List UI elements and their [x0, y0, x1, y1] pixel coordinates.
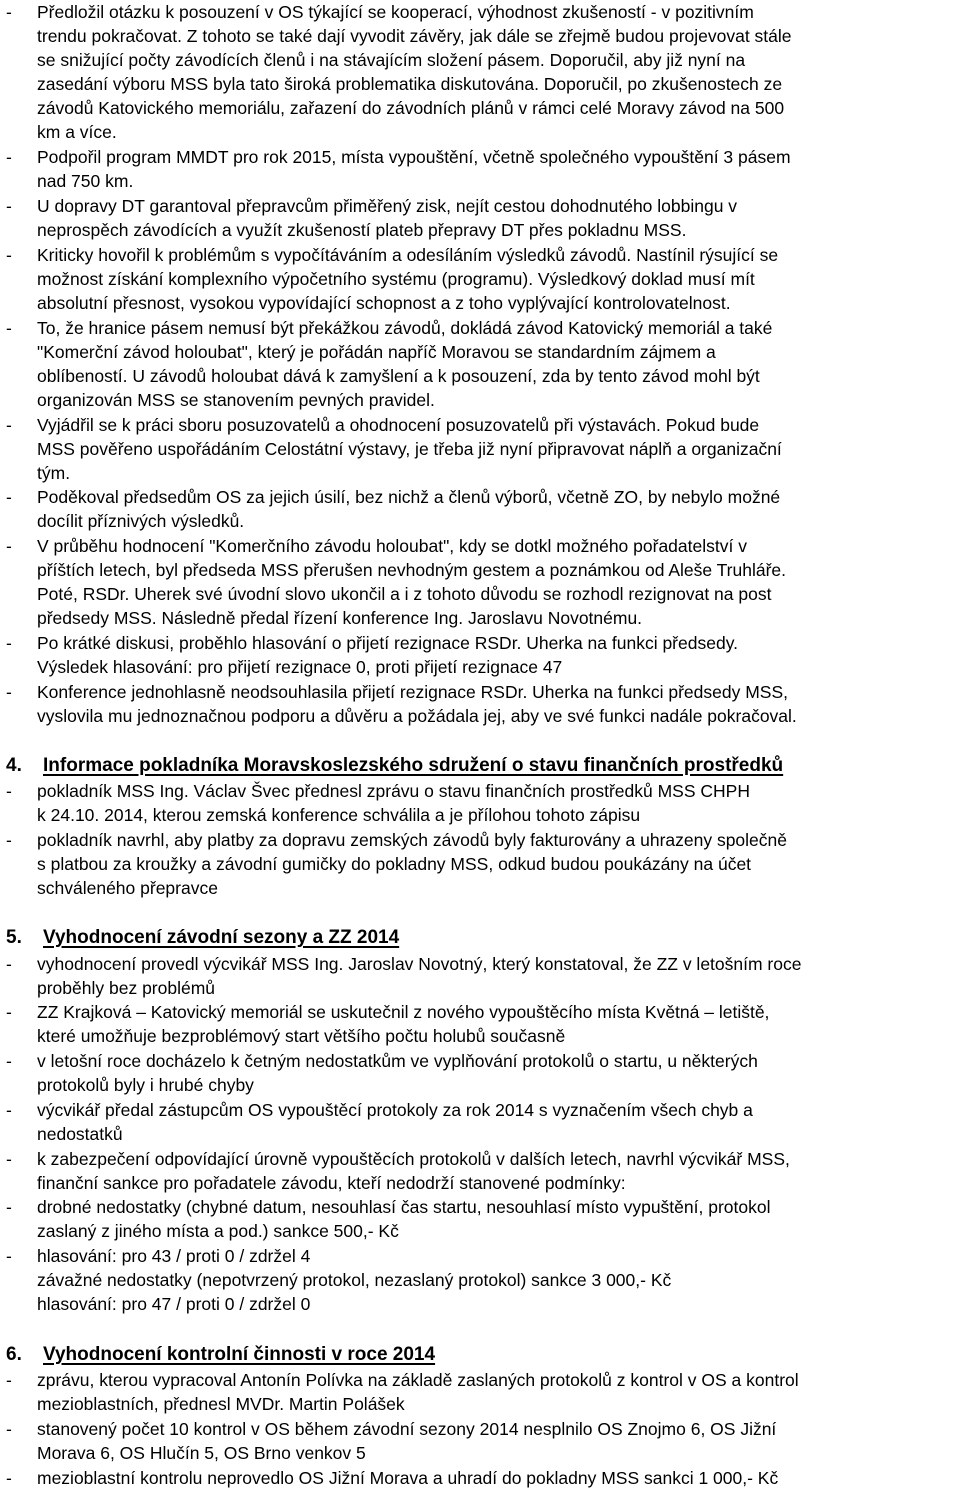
- text-line: předsedy MSS. Následně předal řízení konference Ing. Jaroslavu Novotnému.: [37, 608, 643, 628]
- bullet-dash: -: [6, 1197, 12, 1217]
- text-line: absolutní přesnost, vysokou vypovídající schopnost a z toho vyplývající kontrolovatelnost.: [37, 293, 731, 313]
- bullet-dash: -: [6, 2, 12, 22]
- text-line: zasedání výboru MSS byla tato široká problematika diskutována. Doporučil, po zkušenostech ze: [37, 74, 783, 94]
- text-line: mezioblastní kontrolu neprovedlo OS Jižní Morava a uhradí do pokladny MSS sankci 1 000,- Kč: [37, 1468, 779, 1488]
- bullet-dash: -: [6, 245, 12, 265]
- text-line: neprospěch závodících a využít zkušeností plateb přepravy DT přes pokladnu MSS.: [37, 220, 687, 240]
- section-title: Informace pokladníka Moravskoslezského sdružení o stavu finančních prostředků: [43, 755, 784, 776]
- text-line: s platbou za kroužky a závodní gumičky do pokladny MSS, odkud budou poukázány na účet: [37, 854, 752, 874]
- text-line: v letošní roce docházelo k četným nedostatkům ve vyplňování protokolů o startu, u některých: [37, 1051, 758, 1071]
- bullet-dash: -: [6, 487, 12, 507]
- text-line: Morava 6, OS Hlučín 5, OS Brno venkov 5: [37, 1443, 366, 1463]
- text-line: Předložil otázku k posouzení v OS týkající se kooperací, výhodnost zkušeností - v pozitivním: [37, 2, 754, 22]
- bullet-dash: -: [6, 830, 12, 850]
- bullet-dash: -: [6, 1468, 12, 1488]
- text-line: zaslaný z jiného místa a pod.) sankce 500,- Kč: [37, 1221, 399, 1241]
- text-line: km a více.: [37, 122, 117, 142]
- text-line: nedostatků: [37, 1124, 123, 1144]
- bullet-dash: -: [6, 196, 12, 216]
- bullet-dash: -: [6, 633, 12, 653]
- text-line: tým.: [37, 463, 71, 483]
- text-line: "Komerční závod holoubat", který je pořádán napříč Moravou se standardním zájmem a: [37, 342, 716, 362]
- text-line: zprávu, kterou vypracoval Antonín Polívka na základě zaslaných protokolů z kontrol v OS a kontrol: [37, 1370, 799, 1390]
- text-line: Poté, RSDr. Uherek své úvodní slovo ukončil a i z tohoto důvodu se rozhodl rezignovat na post: [37, 584, 772, 604]
- text-line: drobné nedostatky (chybné datum, nesouhlasí čas startu, nesouhlasí místo vypuštění, protokol: [37, 1197, 771, 1217]
- text-line: finanční sankce pro pořadatele závodu, kteří nedodrží stanovené podmínky:: [37, 1173, 626, 1193]
- text-line: příštích letech, byl předseda MSS přerušen nevhodným gestem a poznámkou od Aleše Truhláře.: [37, 560, 787, 580]
- text-line: Výsledek hlasování: pro přijetí rezignace 0, proti přijetí rezignace 47: [37, 657, 563, 677]
- text-line: vyhodnocení provedl výcvikář MSS Ing. Jaroslav Novotný, který konstatoval, že ZZ v letošním roce: [37, 954, 802, 974]
- bullet-dash: -: [6, 1149, 12, 1169]
- text-line: závažné nedostatky (nepotvrzený protokol, nezaslaný protokol) sankce 3 000,- Kč: [37, 1270, 672, 1290]
- text-line: oblíbeností. U závodů holoubat dává k zamyšlení a k posouzení, zda by tento závod mohl být: [37, 366, 760, 386]
- text-line: hlasování: pro 43 / proti 0 / zdržel 4: [37, 1246, 311, 1266]
- bullet-dash: -: [6, 415, 12, 435]
- bullet-dash: -: [6, 682, 12, 702]
- text-line: proběhly bez problémů: [37, 978, 216, 998]
- text-line: Konference jednohlasně neodsouhlasila přijetí rezignace RSDr. Uherka na funkci předsedy MSS,: [37, 682, 788, 702]
- text-line: MSS pověřeno uspořádáním Celostátní výstavy, je třeba již nyní připravovat náplň a organizační: [37, 439, 782, 459]
- text-line: pokladník navrhl, aby platby za dopravu zemských závodů byly fakturovány a uhrazeny společně: [37, 830, 788, 850]
- bullet-dash: -: [6, 1051, 12, 1071]
- text-line: stanovený počet 10 kontrol v OS během závodní sezony 2014 nesplnilo OS Znojmo 6, OS Jižní: [37, 1419, 777, 1439]
- text-line: U dopravy DT garantoval přepravcům přiměřený zisk, nejít cestou dohodnutého lobbingu v: [37, 196, 738, 216]
- text-line: hlasování: pro 47 / proti 0 / zdržel 0: [37, 1294, 311, 1314]
- bullet-dash: -: [6, 1419, 12, 1439]
- text-line: vyslovila mu jednoznačnou podporu a důvěru a požádala jej, aby ve své funkci nadále pokračoval.: [37, 706, 797, 726]
- bullet-dash: -: [6, 781, 12, 801]
- text-line: které umožňuje bezproblémový start většího počtu holubů současně: [37, 1026, 566, 1046]
- bullet-dash: -: [6, 147, 12, 167]
- text-line: docílit příznivých výsledků.: [37, 511, 245, 531]
- bullet-dash: -: [6, 1100, 12, 1120]
- section-title: Vyhodnocení závodní sezony a ZZ 2014: [43, 927, 400, 948]
- section-number: 4.: [6, 755, 22, 776]
- text-line: Podpořil program MMDT pro rok 2015, místa vypouštění, včetně společného vypouštění 3 pásem: [37, 147, 791, 167]
- bullet-dash: -: [6, 318, 12, 338]
- bullet-dash: -: [6, 1002, 12, 1022]
- bullet-dash: -: [6, 1246, 12, 1266]
- text-line: závodů Katovického memoriálu, zařazení do závodních plánů v rámci celé Moravy závod na 500: [37, 98, 785, 118]
- text-line: organizován MSS se stanovením pevných pravidel.: [37, 390, 435, 410]
- section-number: 6.: [6, 1344, 22, 1365]
- text-line: možnost získání komplexního výpočetního systému (programu). Výsledkový doklad musí mít: [37, 269, 755, 289]
- text-line: mezioblastních, přednesl MVDr. Martin Polášek: [37, 1394, 405, 1414]
- text-line: V průběhu hodnocení "Komerčního závodu holoubat", kdy se dotkl možného pořadatelství v: [37, 536, 747, 556]
- text-line: Poděkoval předsedům OS za jejich úsilí, bez nichž a členů výborů, včetně ZO, by nebylo možné: [37, 487, 781, 507]
- section-title: Vyhodnocení kontrolní činnosti v roce 2014: [43, 1344, 436, 1365]
- text-line: Vyjádřil se k práci sboru posuzovatelů a ohodnocení posuzovatelů při výstavách. Pokud bude: [37, 415, 760, 435]
- text-line: Po krátké diskusi, proběhlo hlasování o přijetí rezignace RSDr. Uherka na funkci předsedy.: [37, 633, 739, 653]
- text-line: k zabezpečení odpovídající úrovně vypouštěcích protokolů v dalších letech, navrhl výcvikář MSS,: [37, 1149, 790, 1169]
- section-number: 5.: [6, 927, 22, 948]
- text-line: k 24.10. 2014, kterou zemská konference schválila a je přílohou tohoto zápisu: [37, 805, 641, 825]
- text-line: Kriticky hovořil k problémům s vypočítáváním a odesíláním výsledků závodů. Nastínil rýsující se: [37, 245, 779, 265]
- text-line: trendu pokračovat. Z tohoto se také dají vyvodit závěry, jak dále se zřejmě budou projevovat stále: [37, 26, 792, 46]
- bullet-dash: -: [6, 1370, 12, 1390]
- text-line: protokolů byly i hrubé chyby: [37, 1075, 254, 1095]
- text-line: To, že hranice pásem nemusí být překážkou závodů, dokládá závod Katovický memoriál a také: [37, 318, 773, 338]
- text-line: nad 750 km.: [37, 171, 134, 191]
- text-line: pokladník MSS Ing. Václav Švec přednesl zprávu o stavu finančních prostředků MSS CHPH: [37, 781, 750, 801]
- text-line: se snižující počty závodících členů i na stávajícím složení pásem. Doporučil, aby již nyní na: [37, 50, 746, 70]
- bullet-dash: -: [6, 954, 12, 974]
- text-line: schváleného přepravce: [37, 878, 218, 898]
- text-line: výcvikář předal zástupcům OS vypouštěcí protokoly za rok 2014 s vyznačením všech chyb a: [37, 1100, 753, 1120]
- text-line: ZZ Krajková – Katovický memoriál se uskutečnil z nového vypouštěcího místa Květná – letiště,: [37, 1002, 770, 1022]
- bullet-dash: -: [6, 536, 12, 556]
